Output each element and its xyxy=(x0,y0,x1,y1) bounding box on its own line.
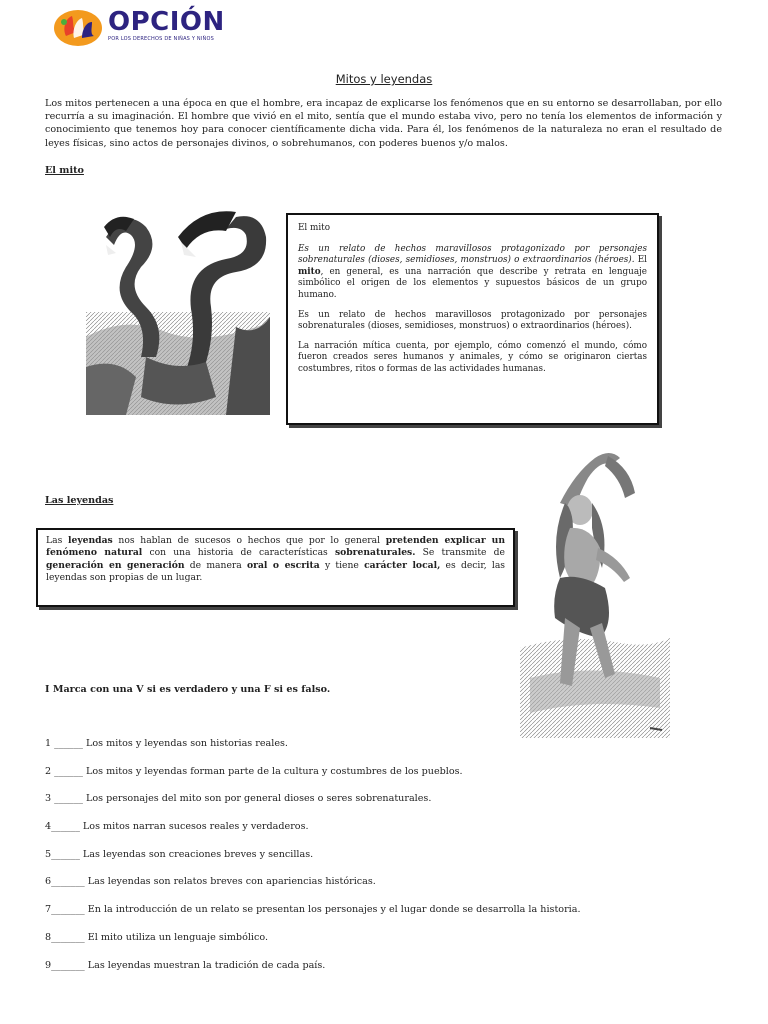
page-title: Mitos y leyendas xyxy=(335,72,433,86)
mito-box-p1-bold: mito xyxy=(298,266,321,277)
leyenda-text-6: y tiene xyxy=(319,559,365,571)
logo-wordmark: OPCIÓN xyxy=(108,7,225,37)
leyenda-text-2: nos hablan de sucesos o hechos que por lo general xyxy=(112,535,386,546)
leyenda-bold-5: oral o escrita xyxy=(247,559,320,571)
mito-box-p1-text-a: El xyxy=(634,255,647,266)
question-item: 1 ______ Los mitos y leyendas son historias reales. xyxy=(45,738,288,749)
leyenda-bold-4: generación en generación xyxy=(46,559,185,571)
leyenda-definition-box xyxy=(36,528,515,607)
question-item: 7_______ En la introducción de un relato se presentan los personajes y el lugar donde se desarrolla la historia. xyxy=(45,904,581,915)
question-item: 9_______ Las leyendas muestran la tradición de cada país. xyxy=(45,960,326,971)
leyenda-text-3: con una historia de características xyxy=(142,547,335,559)
woman-illustration xyxy=(520,448,670,738)
mito-box-p1-text-b: , en general, es una narración que describe y retrata en lenguaje simbólico el origen de los elementos y supuestos básicos de un grupo humano. xyxy=(298,266,647,300)
questions-instruction: I Marca con una V si es verdadero y una F si es falso. xyxy=(45,684,331,695)
question-item: 4______ Los mitos narran sucesos reales y verdaderos. xyxy=(45,821,309,832)
mito-box-p1-italic: Es un relato de hechos maravillosos protagonizado por personajes sobrenaturales (dioses, semidioses, monstruos) o extraordinarios (héroes). xyxy=(298,243,647,266)
mito-box-paragraph-1 xyxy=(298,244,647,302)
leyenda-bold-3: sobrenaturales. xyxy=(334,547,416,559)
mito-box-paragraph-3: La narración mítica cuenta, por ejemplo, cómo comenzó el mundo, cómo fueron creados seres humanos y animales, y cómo se originaron ciertas costumbres, ritos o formas de las actividades humanas. xyxy=(298,340,647,374)
logo-tagline: POR LOS DERECHOS DE NIÑAS Y NIÑOS xyxy=(108,36,214,42)
logo-hands-icon xyxy=(52,8,104,48)
intro-paragraph: Los mitos pertenecen a una época en que el hombre, era incapaz de explicarse los fenómenos que en su entorno se desarrollaban, por ello recurría a su imaginación. El hombre que vivió en el mito, sentía que el mundo estaba vivo, pero no tenía los elementos de información y conocimiento que tenemos hoy para conocer científicamente dicha vida. Para él, los fenómenos de la naturaleza no eran el resultado de leyes físicas, sino actos de personajes divinos, o sobrehumanos, con poderes buenos y/o malos. xyxy=(45,98,722,149)
mito-heading: El mito xyxy=(45,165,84,176)
question-item: 6_______ Las leyendas son relatos breves con apariencias históricas. xyxy=(45,876,376,887)
leyenda-text-1: Las xyxy=(46,535,68,546)
leyenda-text-7: es decir, las leyendas son propias de un lugar. xyxy=(46,559,506,584)
question-item: 5______ Las leyendas son creaciones breves y sencillas. xyxy=(45,849,314,860)
leyenda-text-4: Se transmite de xyxy=(415,547,505,559)
leyenda-bold-2: pretenden explicar un fenómeno natural xyxy=(46,535,506,559)
mito-definition-box xyxy=(286,213,659,425)
serpents-illustration xyxy=(86,197,270,415)
mito-box-paragraph-2: Es un relato de hechos maravillosos protagonizado por personajes sobrenaturales (dioses, semidioses, monstruos) o extraordinarios (héroes). xyxy=(298,309,647,332)
leyenda-bold-1: leyendas xyxy=(67,535,113,546)
mito-box-title: El mito xyxy=(298,223,331,233)
leyendas-heading: Las leyendas xyxy=(45,495,114,506)
leyenda-bold-6: carácter local, xyxy=(364,559,441,571)
question-item: 2 ______ Los mitos y leyendas forman parte de la cultura y costumbres de los pueblos. xyxy=(45,766,463,777)
question-item: 8_______ El mito utiliza un lenguaje simbólico. xyxy=(45,932,269,943)
question-item: 3 ______ Los personajes del mito son por general dioses o seres sobrenaturales. xyxy=(45,793,432,804)
leyenda-text-5: de manera xyxy=(184,559,247,571)
